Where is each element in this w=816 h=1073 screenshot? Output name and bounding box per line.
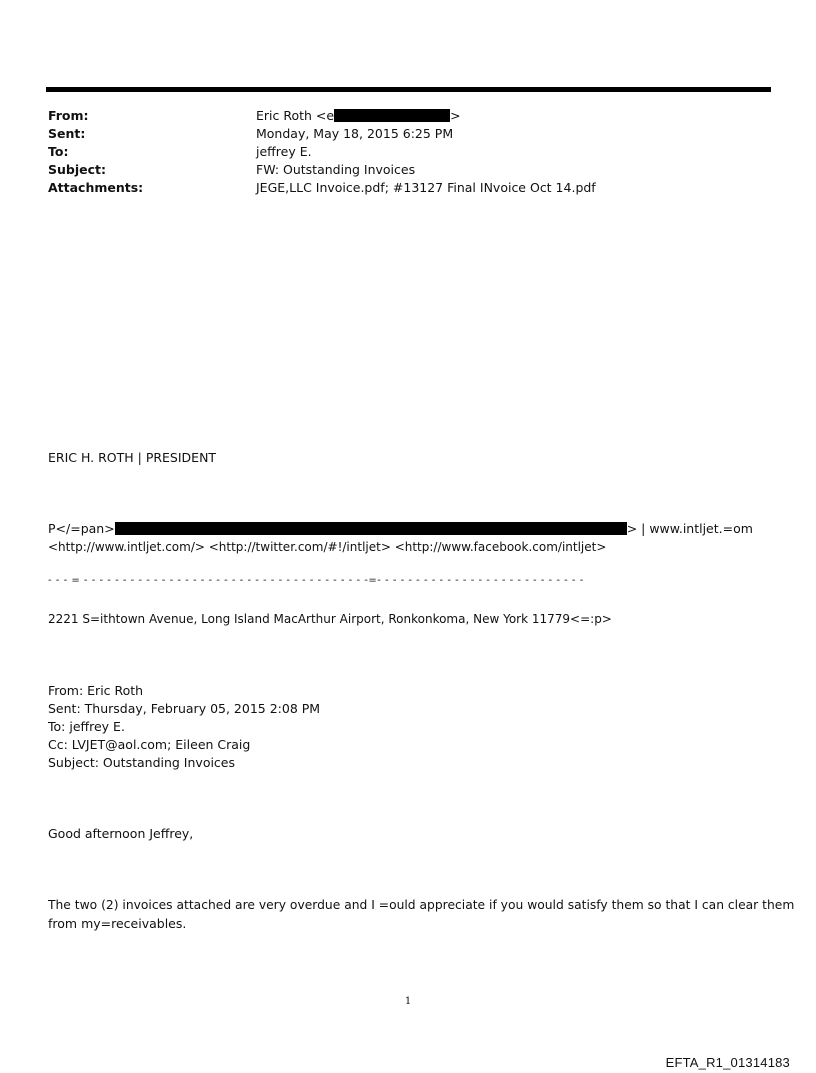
page-number: 1 (404, 996, 412, 1007)
signature-address: 2221 S=ithtown Avenue, Long Island MacArthur Airport, Ronkonkoma, New York 11779<=:p> (48, 612, 612, 626)
redaction-bar (115, 522, 627, 535)
subject-value: FW: Outstanding Invoices (256, 162, 416, 177)
fwd-from: From: Eric Roth (48, 683, 144, 698)
fwd-subject: Subject: Outstanding Invoices (48, 755, 236, 770)
redaction-bar (334, 109, 450, 122)
sent-label: Sent: (48, 126, 86, 141)
signature-phone-line (48, 521, 753, 536)
fwd-to: To: jeffrey E. (48, 719, 125, 734)
fwd-cc: Cc: LVJET@aol.com; Eileen Craig (48, 737, 251, 752)
body-paragraph-line1: The two (2) invoices attached are very overdue and I =ould appreciate if you would satisfy them so that I can clear them (48, 898, 795, 912)
fwd-sent: Sent: Thursday, February 05, 2015 2:08 PM (48, 701, 321, 716)
sent-value: Monday, May 18, 2015 6:25 PM (256, 126, 454, 141)
body-paragraph-line2: from my=receivables. (48, 916, 187, 931)
signature-divider: - - - = - - - - - - - - - - - - - - - - - - - - - - - - - - - - - - - - - - - - -=- - - - - - - - - - - - - - - - - - - - - - - - - - - (48, 575, 584, 586)
subject-label: Subject: (48, 162, 106, 177)
phone-suffix: > | www.intljet.=om (626, 521, 753, 536)
attachments-value: JEGE,LLC Invoice.pdf; #13127 Final INvoice Oct 14.pdf (256, 180, 596, 195)
from-label: From: (48, 108, 89, 123)
from-value (256, 108, 461, 123)
header-rule (46, 87, 771, 92)
from-value-suffix: > (450, 108, 461, 123)
signature-links: <http://www.intljet.com/> <http://twitter.com/#!/intljet> <http://www.facebook.com/intljet> (48, 540, 607, 554)
signature-name-title: ERIC H. ROTH | PRESIDENT (48, 450, 217, 465)
to-label: To: (48, 144, 69, 159)
phone-prefix: P</=pan> (48, 521, 115, 536)
to-value: jeffrey E. (256, 144, 312, 159)
body-greeting: Good afternoon Jeffrey, (48, 826, 194, 841)
attachments-label: Attachments: (48, 180, 144, 195)
from-value-prefix: Eric Roth <e (256, 108, 335, 123)
document-id-footer: EFTA_R1_01314183 (665, 1055, 790, 1070)
